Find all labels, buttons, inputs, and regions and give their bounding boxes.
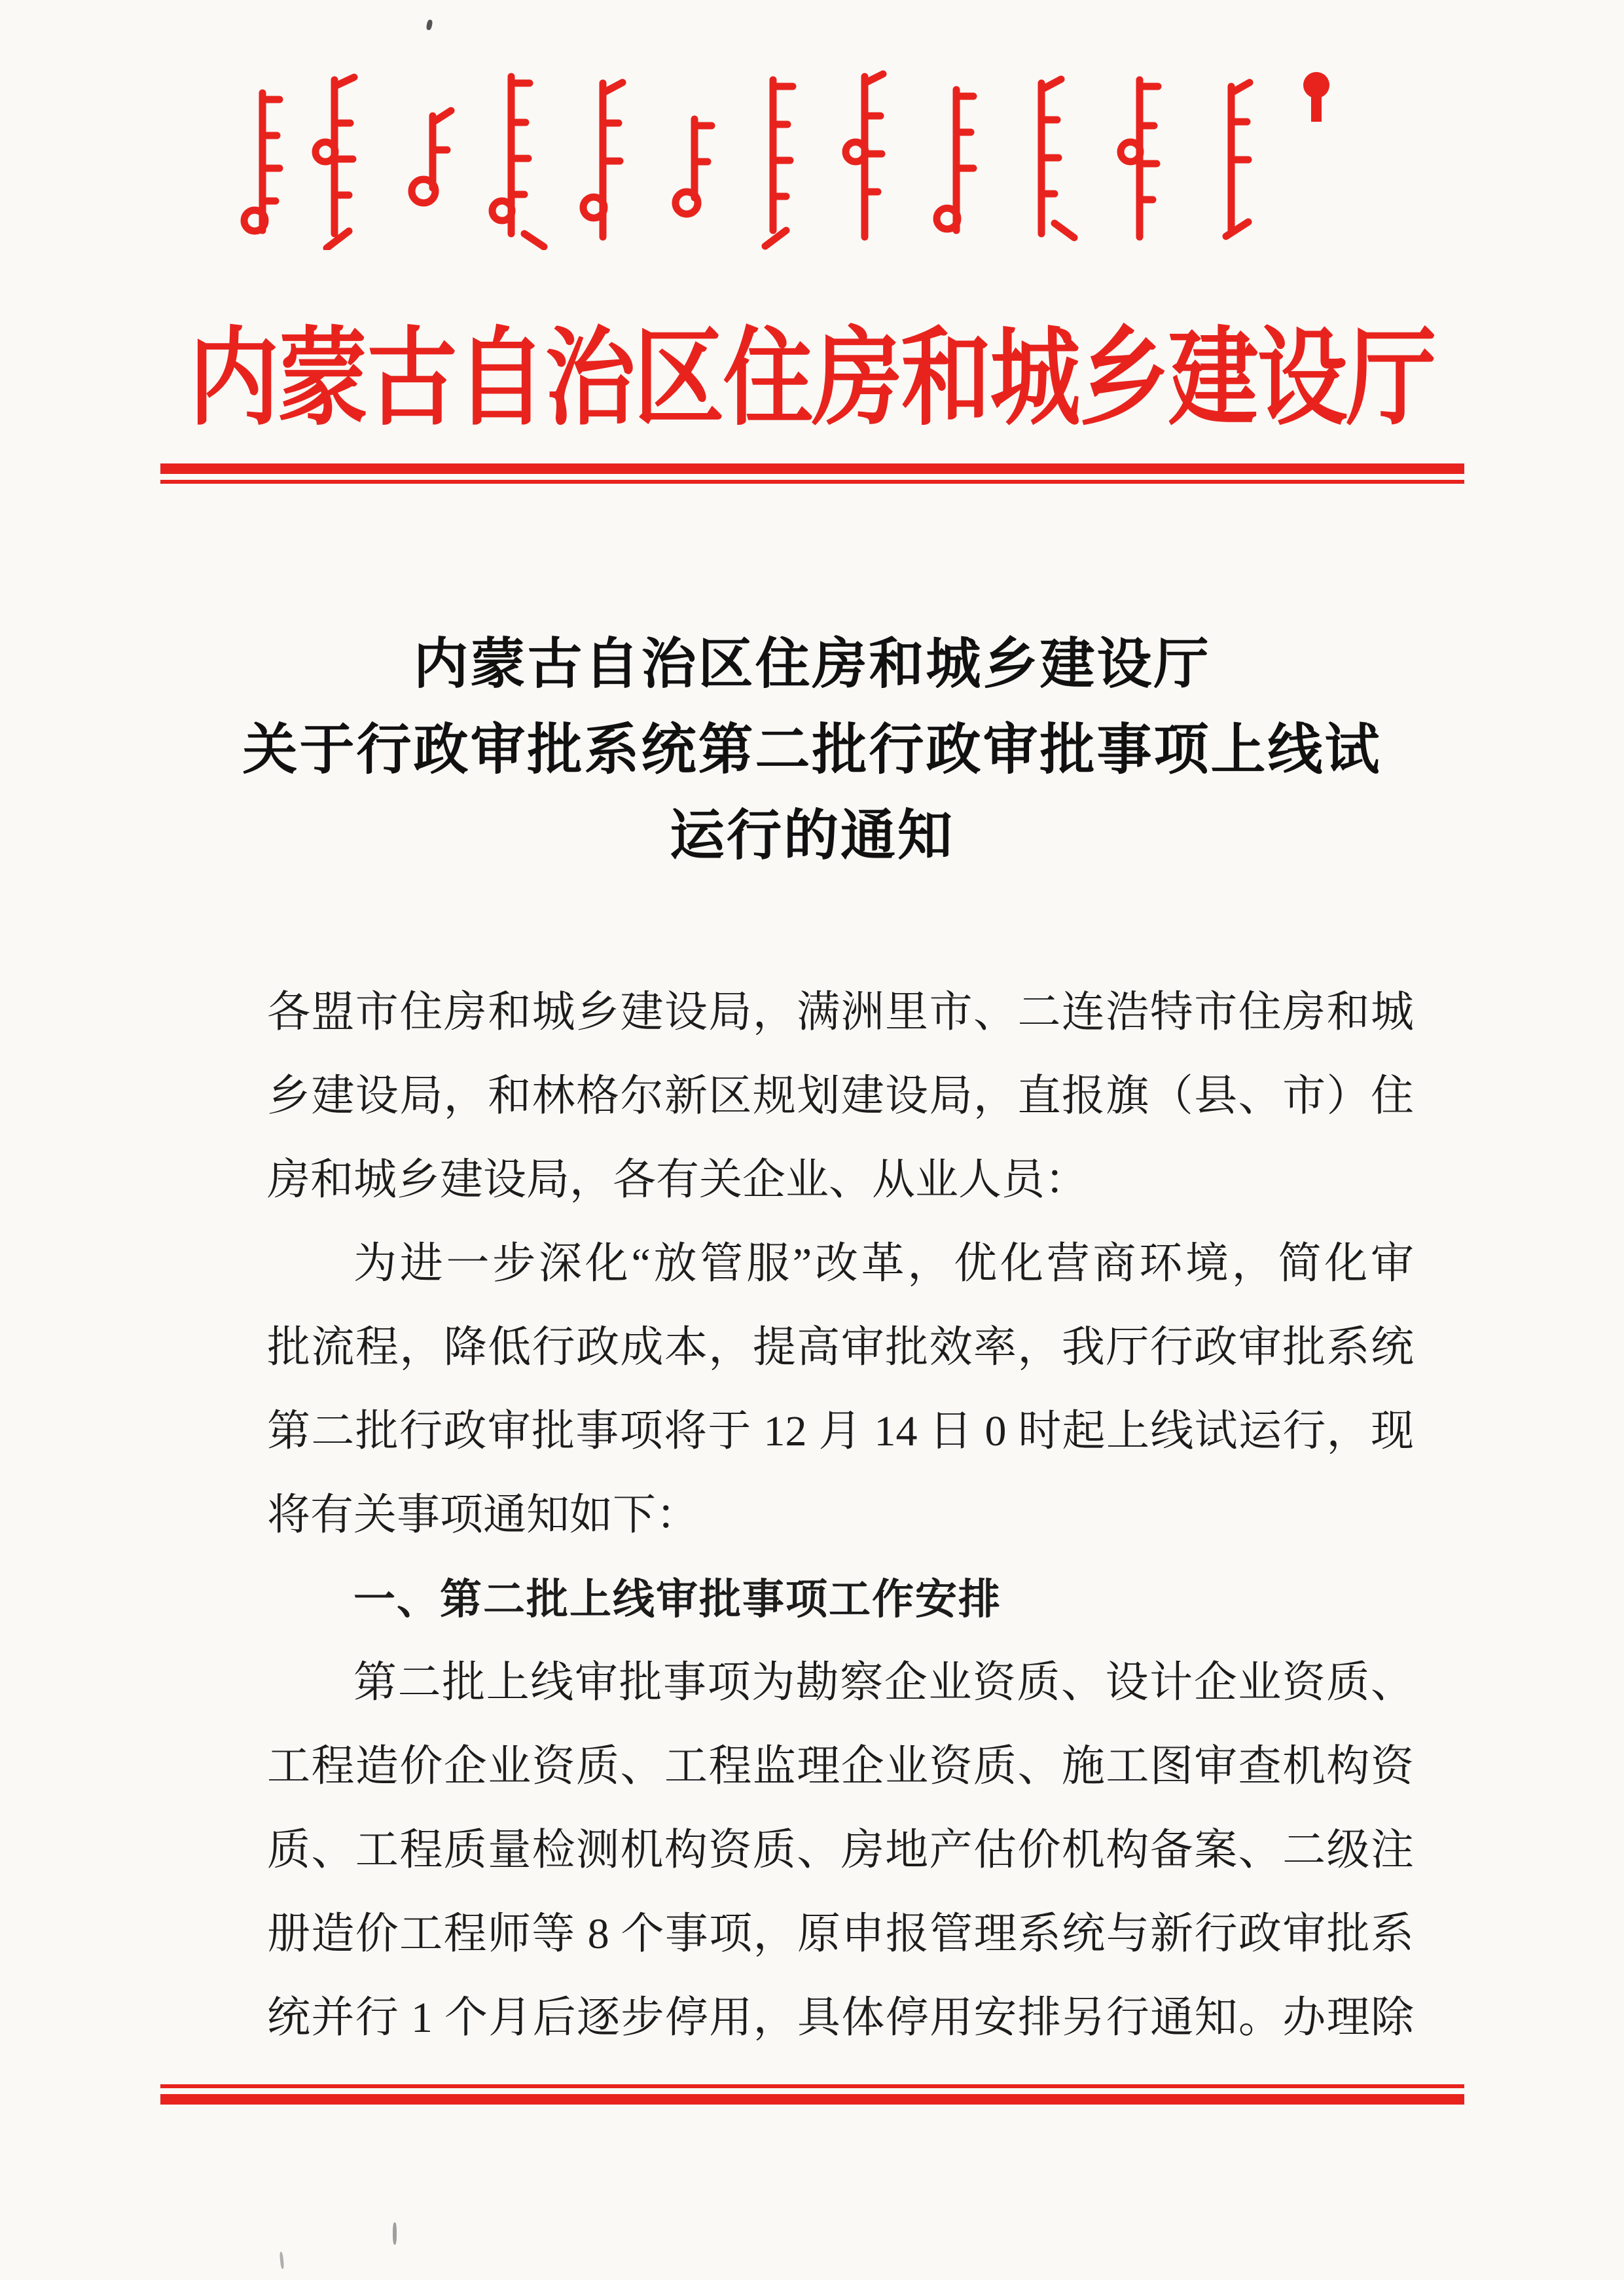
intro-line: 将有关事项通知如下： [267,1491,699,1539]
document-title-line1: 内蒙古自治区住房和城乡建设厅 [413,634,1211,695]
document-title [0,622,1624,879]
page-bottom-rule [160,2084,1464,2105]
document-title-line3: 运行的通知 [669,806,954,867]
rule-thick-bar [160,2094,1464,2105]
section-heading: 一、第二批上线审批事项工作安排 [353,1576,1001,1623]
batch-line: 工程造价企业资质、工程监理企业资质、施工图审查机构资 [267,1743,1414,1790]
agency-title: 内蒙古自治区住房和城乡建设厅 [189,319,1435,439]
batch-line: 质、工程质量检测机构资质、房地产估价机构备案、二级注 [267,1826,1414,1874]
intro-line: 第二批行政审批事项将于 12 月 14 日 0 时起上线试运行，现 [267,1407,1414,1455]
document-body [267,971,1414,2060]
intro-line: 批流程，降低行政成本，提高审批效率，我厅行政审批系统 [267,1324,1414,1371]
salutation-line: 各盟市住房和城乡建设局，满洲里市、二连浩特市住房和城 [267,988,1414,1036]
document-title-line2: 关于行政审批系统第二批行政审批事项上线试 [242,720,1382,781]
batch-line: 册造价工程师等 8 个事项，原申报管理系统与新行政审批系 [267,1910,1414,1958]
scan-speck [393,2222,397,2245]
rule-thin-bar [160,2084,1464,2088]
scan-speck [425,19,433,30]
mongolian-script-icon [236,54,1388,250]
intro-line: 为进一步深化“放管服”改革，优化营商环境，简化审 [353,1240,1414,1288]
rule-thin-bar [160,480,1464,484]
salutation-line: 乡建设局，和林格尔新区规划建设局，直报旗（县、市）住 [267,1072,1414,1120]
batch-line: 统并行 1 个月后逐步停用，具体停用安排另行通知。办理除 [267,1994,1414,2042]
letterhead-top-rule [160,463,1464,484]
batch-line: 第二批上线审批事项为勘察企业资质、设计企业资质、 [353,1659,1414,1707]
rule-thick-bar [160,463,1464,474]
salutation-line: 房和城乡建设局，各有关企业、从业人员： [267,1156,1088,1204]
mongolian-script-header [236,54,1388,250]
scan-speck [280,2252,285,2269]
